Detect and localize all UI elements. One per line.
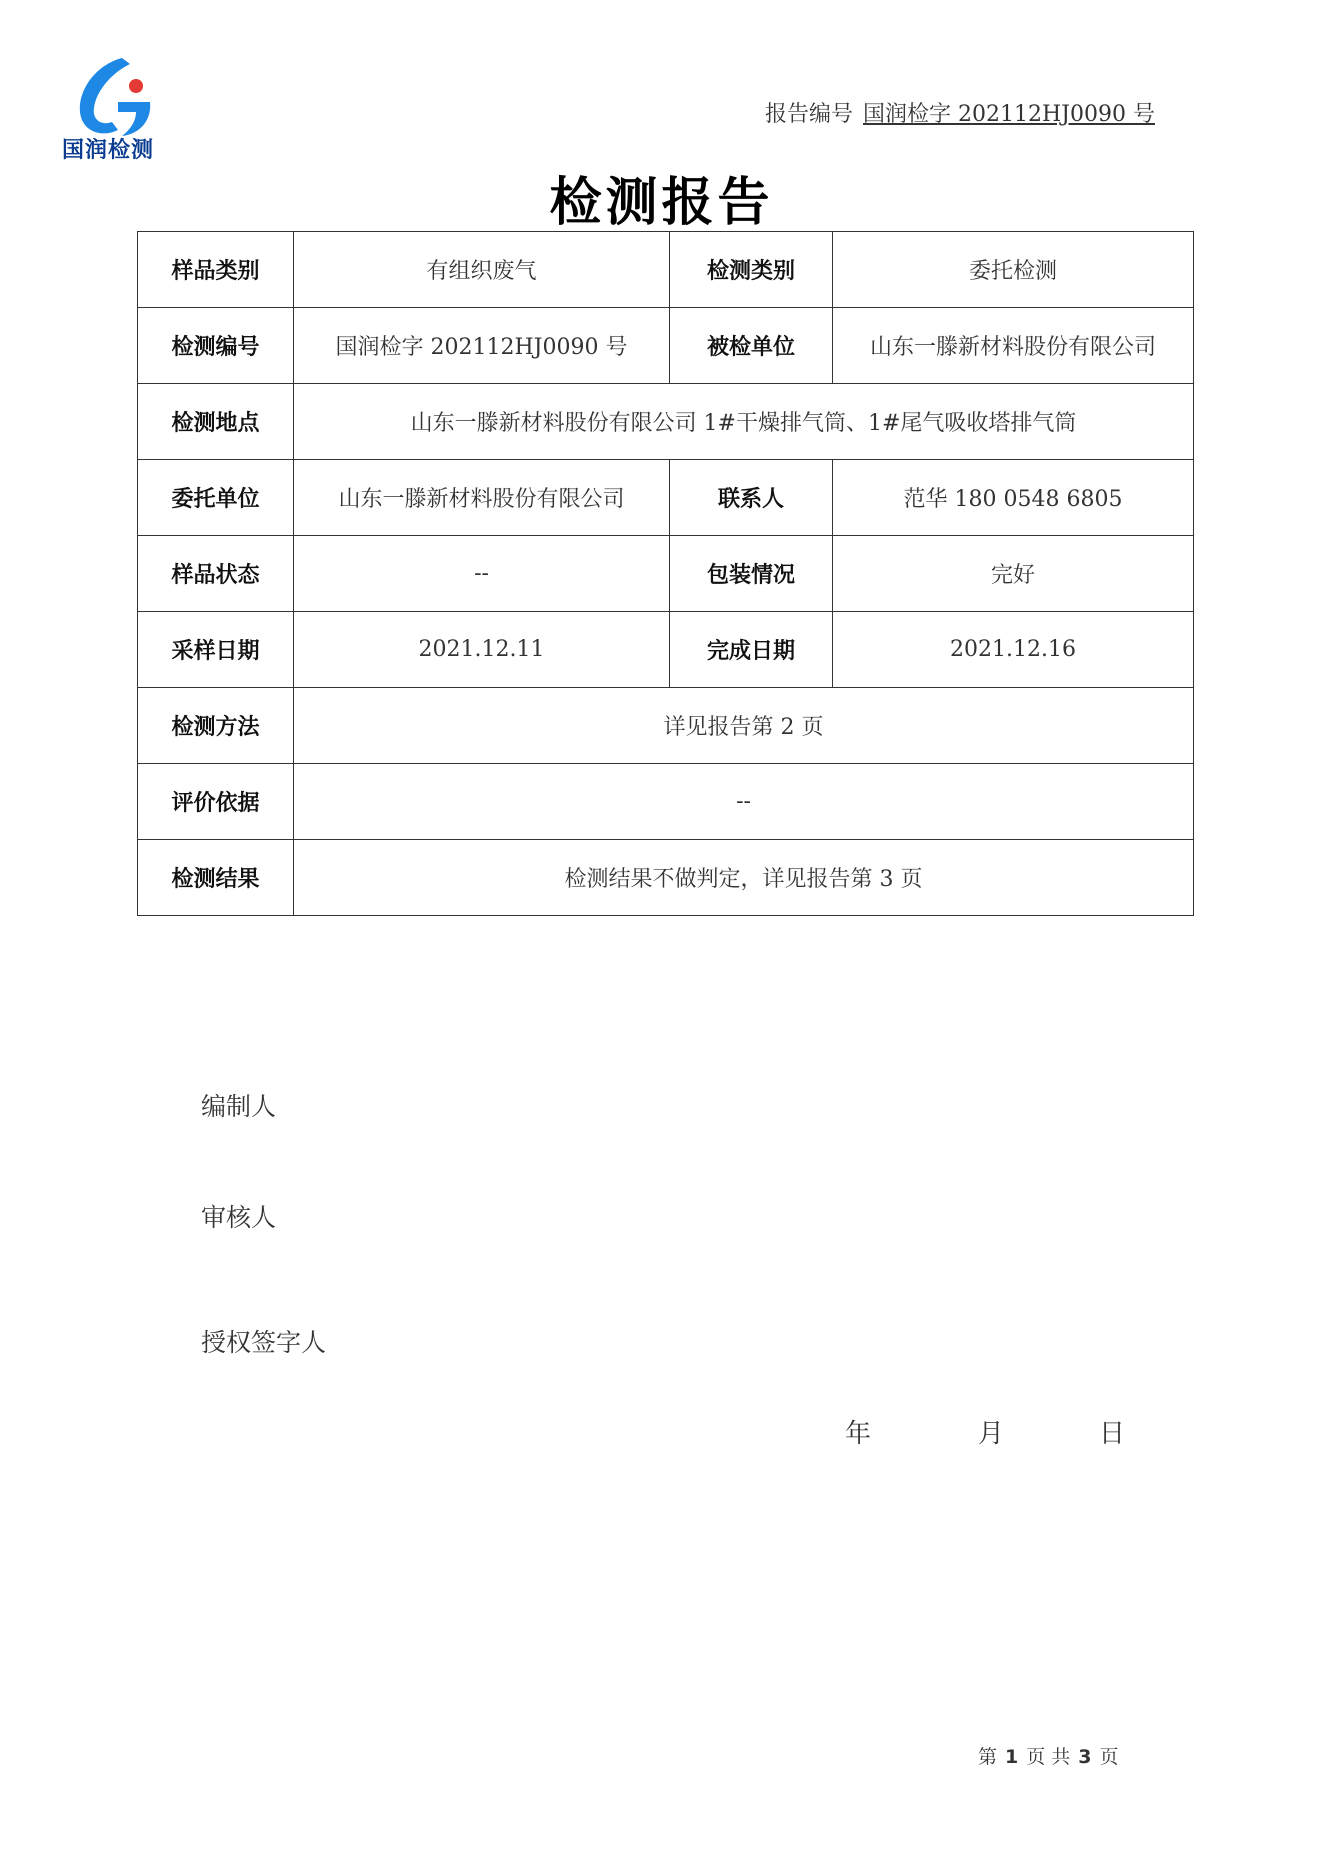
completion-date-value: 2021.12.16 bbox=[833, 612, 1194, 688]
test-no-value: 国润检字 202112HJ0090 号 bbox=[294, 308, 670, 384]
test-no-label: 检测编号 bbox=[138, 308, 294, 384]
sampling-date-label: 采样日期 bbox=[138, 612, 294, 688]
table-row bbox=[138, 612, 1194, 688]
basis-label: 评价依据 bbox=[138, 764, 294, 840]
table-row bbox=[138, 460, 1194, 536]
table-row bbox=[138, 536, 1194, 612]
signatory-label: 授权签字人 bbox=[201, 1328, 327, 1357]
preparer-label: 编制人 bbox=[201, 1092, 277, 1121]
client-value: 山东一滕新材料股份有限公司 bbox=[294, 460, 670, 536]
page-prefix: 第 bbox=[978, 1746, 998, 1768]
inspected-unit-label: 被检单位 bbox=[670, 308, 833, 384]
contact-value: 范华 180 0548 6805 bbox=[833, 460, 1194, 536]
table-row bbox=[138, 840, 1194, 916]
sample-type-label: 样品类别 bbox=[138, 232, 294, 308]
packaging-label: 包装情况 bbox=[670, 536, 833, 612]
report-info-table bbox=[137, 231, 1194, 916]
page-total: 3 bbox=[1078, 1746, 1092, 1768]
table-row bbox=[138, 688, 1194, 764]
logo-text: 国润检测 bbox=[62, 138, 155, 163]
date-month: 月 bbox=[978, 1419, 1005, 1449]
sampling-date-value: 2021.12.11 bbox=[294, 612, 670, 688]
completion-date-label: 完成日期 bbox=[670, 612, 833, 688]
packaging-value: 完好 bbox=[833, 536, 1194, 612]
report-number-value: 国润检字 202112HJ0090 号 bbox=[863, 102, 1155, 127]
table-row bbox=[138, 232, 1194, 308]
report-number bbox=[765, 97, 1155, 128]
date-day: 日 bbox=[1099, 1419, 1126, 1449]
test-type-label: 检测类别 bbox=[670, 232, 833, 308]
contact-label: 联系人 bbox=[670, 460, 833, 536]
table-row bbox=[138, 384, 1194, 460]
sample-type-value: 有组织废气 bbox=[294, 232, 670, 308]
location-label: 检测地点 bbox=[138, 384, 294, 460]
result-value: 检测结果不做判定，详见报告第 3 页 bbox=[294, 840, 1194, 916]
location-value: 山东一滕新材料股份有限公司 1#干燥排气筒、1#尾气吸收塔排气筒 bbox=[294, 384, 1194, 460]
result-label: 检测结果 bbox=[138, 840, 294, 916]
method-value: 详见报告第 2 页 bbox=[294, 688, 1194, 764]
page-mid: 页 共 bbox=[1026, 1746, 1071, 1768]
page-title: 检测报告 bbox=[549, 173, 774, 233]
sample-state-label: 样品状态 bbox=[138, 536, 294, 612]
test-type-value: 委托检测 bbox=[833, 232, 1194, 308]
page-footer bbox=[978, 1742, 1119, 1769]
sample-state-value: -- bbox=[294, 536, 670, 612]
table-row bbox=[138, 308, 1194, 384]
inspected-unit-value: 山东一滕新材料股份有限公司 bbox=[833, 308, 1194, 384]
page-current: 1 bbox=[1005, 1746, 1019, 1768]
page-suffix: 页 bbox=[1099, 1746, 1119, 1768]
method-label: 检测方法 bbox=[138, 688, 294, 764]
basis-value: -- bbox=[294, 764, 1194, 840]
report-number-label: 报告编号 bbox=[765, 102, 854, 127]
client-label: 委托单位 bbox=[138, 460, 294, 536]
date-year: 年 bbox=[845, 1419, 872, 1449]
table-row bbox=[138, 764, 1194, 840]
reviewer-label: 审核人 bbox=[201, 1203, 277, 1232]
